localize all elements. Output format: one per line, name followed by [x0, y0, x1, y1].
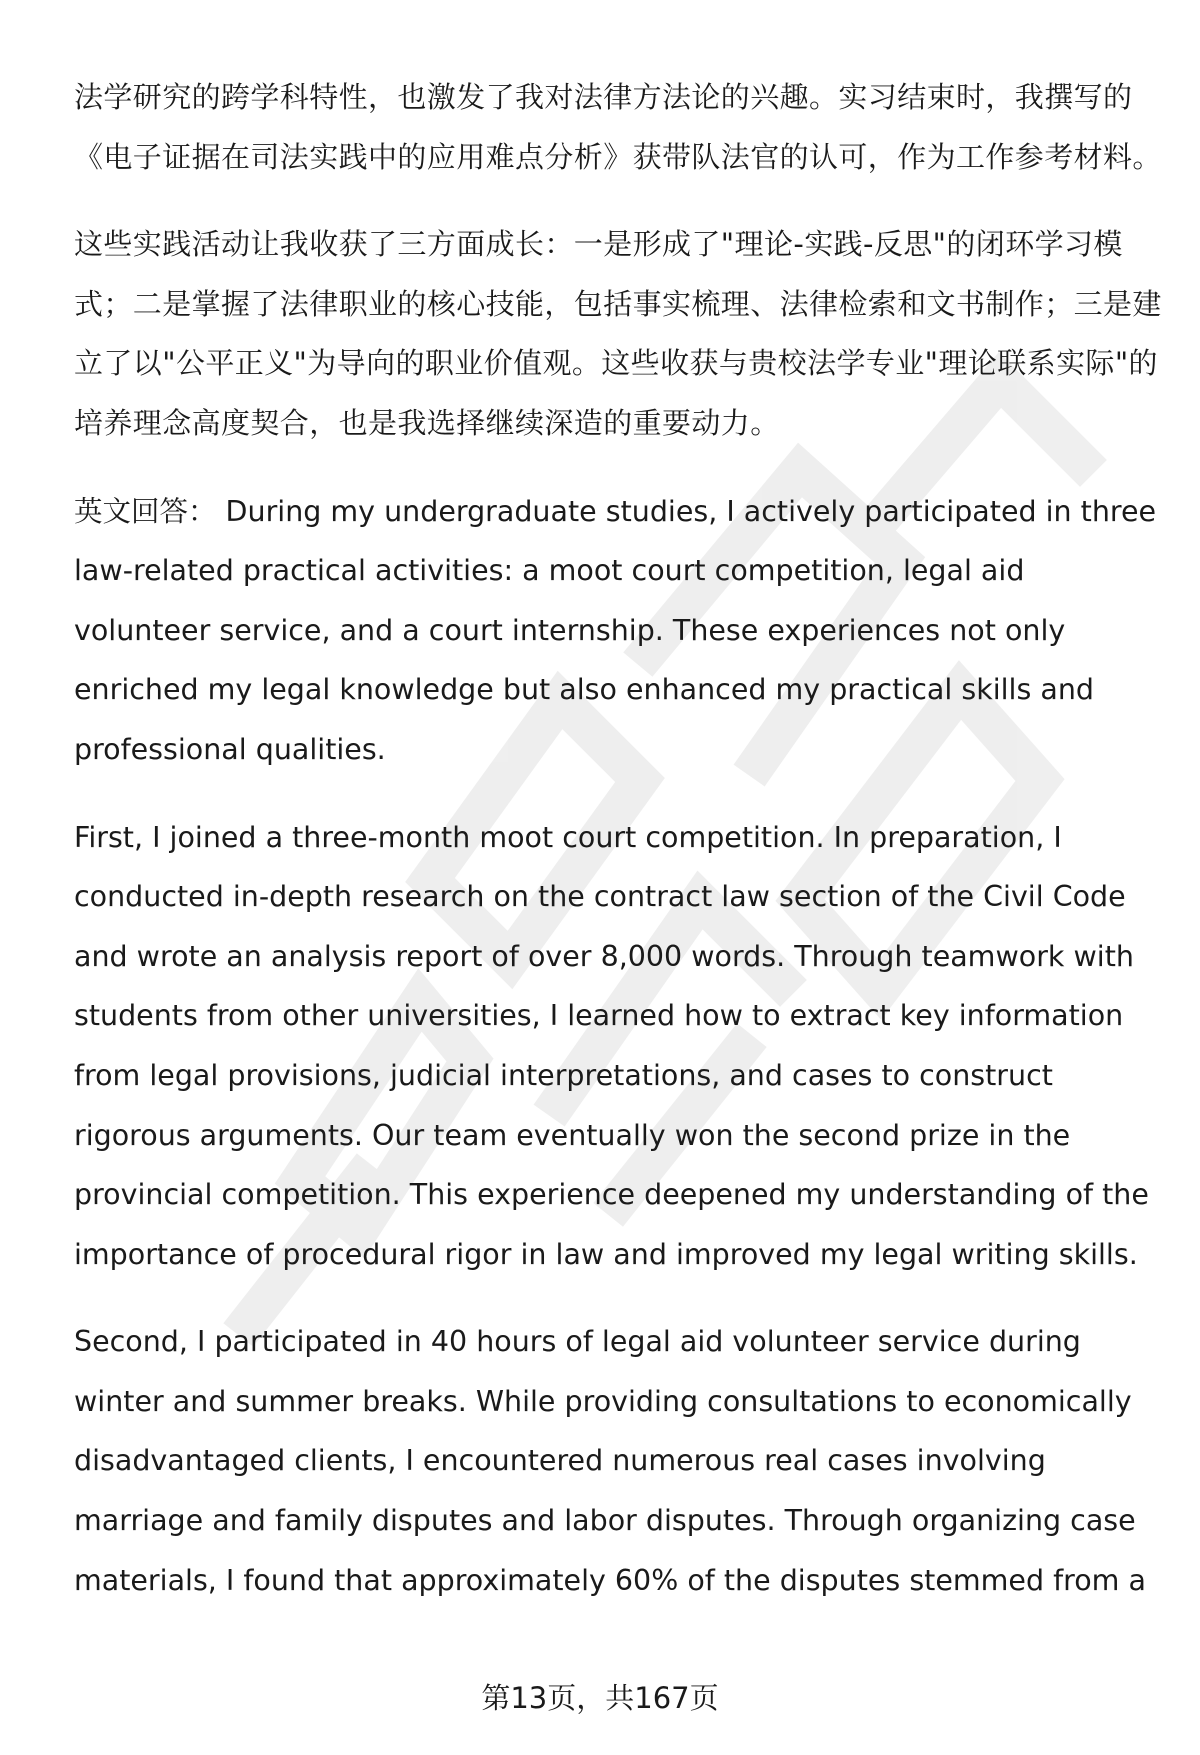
paragraph-1: 法学研究的跨学科特性，也激发了我对法律方法论的兴趣。实习结束时，我撰写的《电子证据在司法实践中的应用难点分析》获带队法官的认可，作为工作参考材料。 [74, 80, 1162, 174]
document-body [74, 68, 1164, 1638]
paragraph-5: Second, I participated in 40 hours of legal aid volunteer service during winter and summer breaks. While providing consultations to economically disadvantaged clients, I encountered numerous real cases involving marriage and family disputes and labor disputes. Through organizing case materials, I found that approximately 60% of the disputes stemmed from a [74, 1325, 1146, 1597]
paragraph-3: 英文回答： During my undergraduate studies, I actively participated in three law-related practical activities: a moot court competition, legal aid volunteer service, and a court internship. These experiences not only enriched my legal knowledge but also enhanced my practical skills and professional qualities. [74, 494, 1157, 766]
paragraph-4: First, I joined a three-month moot court competition. In preparation, I conducted in-depth research on the contract law section of the Civil Code and wrote an analysis report of over 8,000 words. Through teamwork with students from other universities, I learned how to extract key information from legal provisions, judicial interpretations, and cases to construct rigorous arguments. Our team eventually won the second prize in the provincial competition. This experience deepened my understanding of the importance of procedural rigor in law and improved my legal writing skills. [74, 820, 1149, 1271]
page-number-footer: 第13页，共167页 [481, 1681, 719, 1715]
paragraph-2: 这些实践活动让我收获了三方面成长：一是形成了"理论-实践-反思"的闭环学习模式；二是掌握了法律职业的核心技能，包括事实梳理、法律检索和文书制作；三是建立了以"公平正义"为导向的职业价值观。这些收获与贵校法学专业"理论联系实际"的培养理念高度契合，也是我选择继续深造的重要动力。 [74, 227, 1162, 440]
